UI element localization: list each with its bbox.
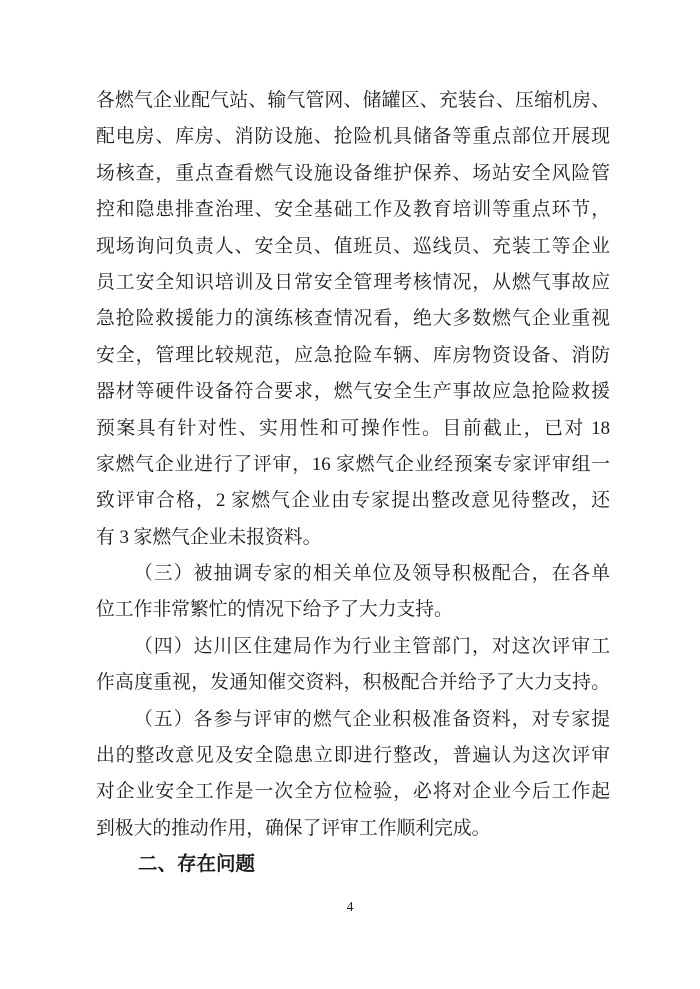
text-line-paragraph-end: 作高度重视，发通知催交资料，积极配合并给予了大力支持。 — [96, 672, 610, 694]
text-line: 控和隐患排查治理、安全基础工作及教育培训等重点环节， — [96, 199, 610, 221]
document-body — [96, 83, 610, 884]
text-line-paragraph-end: 到极大的推动作用，确保了评审工作顺利完成。 — [96, 817, 491, 839]
text-line: 安全，管理比较规范，应急抢险车辆、库房物资设备、消防 — [96, 344, 610, 366]
text-line: 配电房、库房、消防设施、抢险机具储备等重点部位开展现 — [96, 126, 610, 148]
text-line-paragraph-end: 有 3 家燃气企业未报资料。 — [96, 526, 322, 548]
text-line: 各燃气企业配气站、输气管网、储罐区、充装台、压缩机房、 — [96, 90, 610, 111]
text-line: 致评审合格，2 家燃气企业由专家提出整改意见待整改，还 — [96, 490, 610, 512]
page-number: 4 — [346, 899, 354, 914]
paragraph-four-first-line: （四）达川区住建局作为行业主管部门，对这次评审工 — [134, 635, 610, 657]
text-line-paragraph-end: 位工作非常繁忙的情况下给予了大力支持。 — [96, 599, 453, 621]
text-line: 出的整改意见及安全隐患立即进行整改，普遍认为这次评审 — [96, 745, 610, 767]
text-line: 现场询问负责人、安全员、值班员、巡线员、充装工等企业 — [96, 235, 610, 257]
paragraph-three-first-line: （三）被抽调专家的相关单位及领导积极配合，在各单 — [134, 563, 610, 585]
text-line: 器材等硬件设备符合要求，燃气安全生产事故应急抢险救援 — [96, 381, 610, 403]
text-line: 场核查，重点查看燃气设施设备维护保养、场站安全风险管 — [96, 162, 610, 184]
text-line: 家燃气企业进行了评审，16 家燃气企业经预案专家评审组一 — [96, 453, 610, 475]
page-footer — [0, 898, 700, 916]
text-line: 员工安全知识培训及日常安全管理考核情况，从燃气事故应 — [96, 271, 610, 293]
section-heading: 二、存在问题 — [138, 854, 256, 876]
paragraph-five-first-line: （五）各参与评审的燃气企业积极准备资料，对专家提 — [134, 708, 610, 730]
text-line: 对企业安全工作是一次全方位检验，必将对企业今后工作起 — [96, 781, 610, 803]
text-line: 急抢险救援能力的演练核查情况看，绝大多数燃气企业重视 — [96, 308, 610, 330]
text-line: 预案具有针对性、实用性和可操作性。目前截止，已对 18 — [96, 417, 610, 439]
